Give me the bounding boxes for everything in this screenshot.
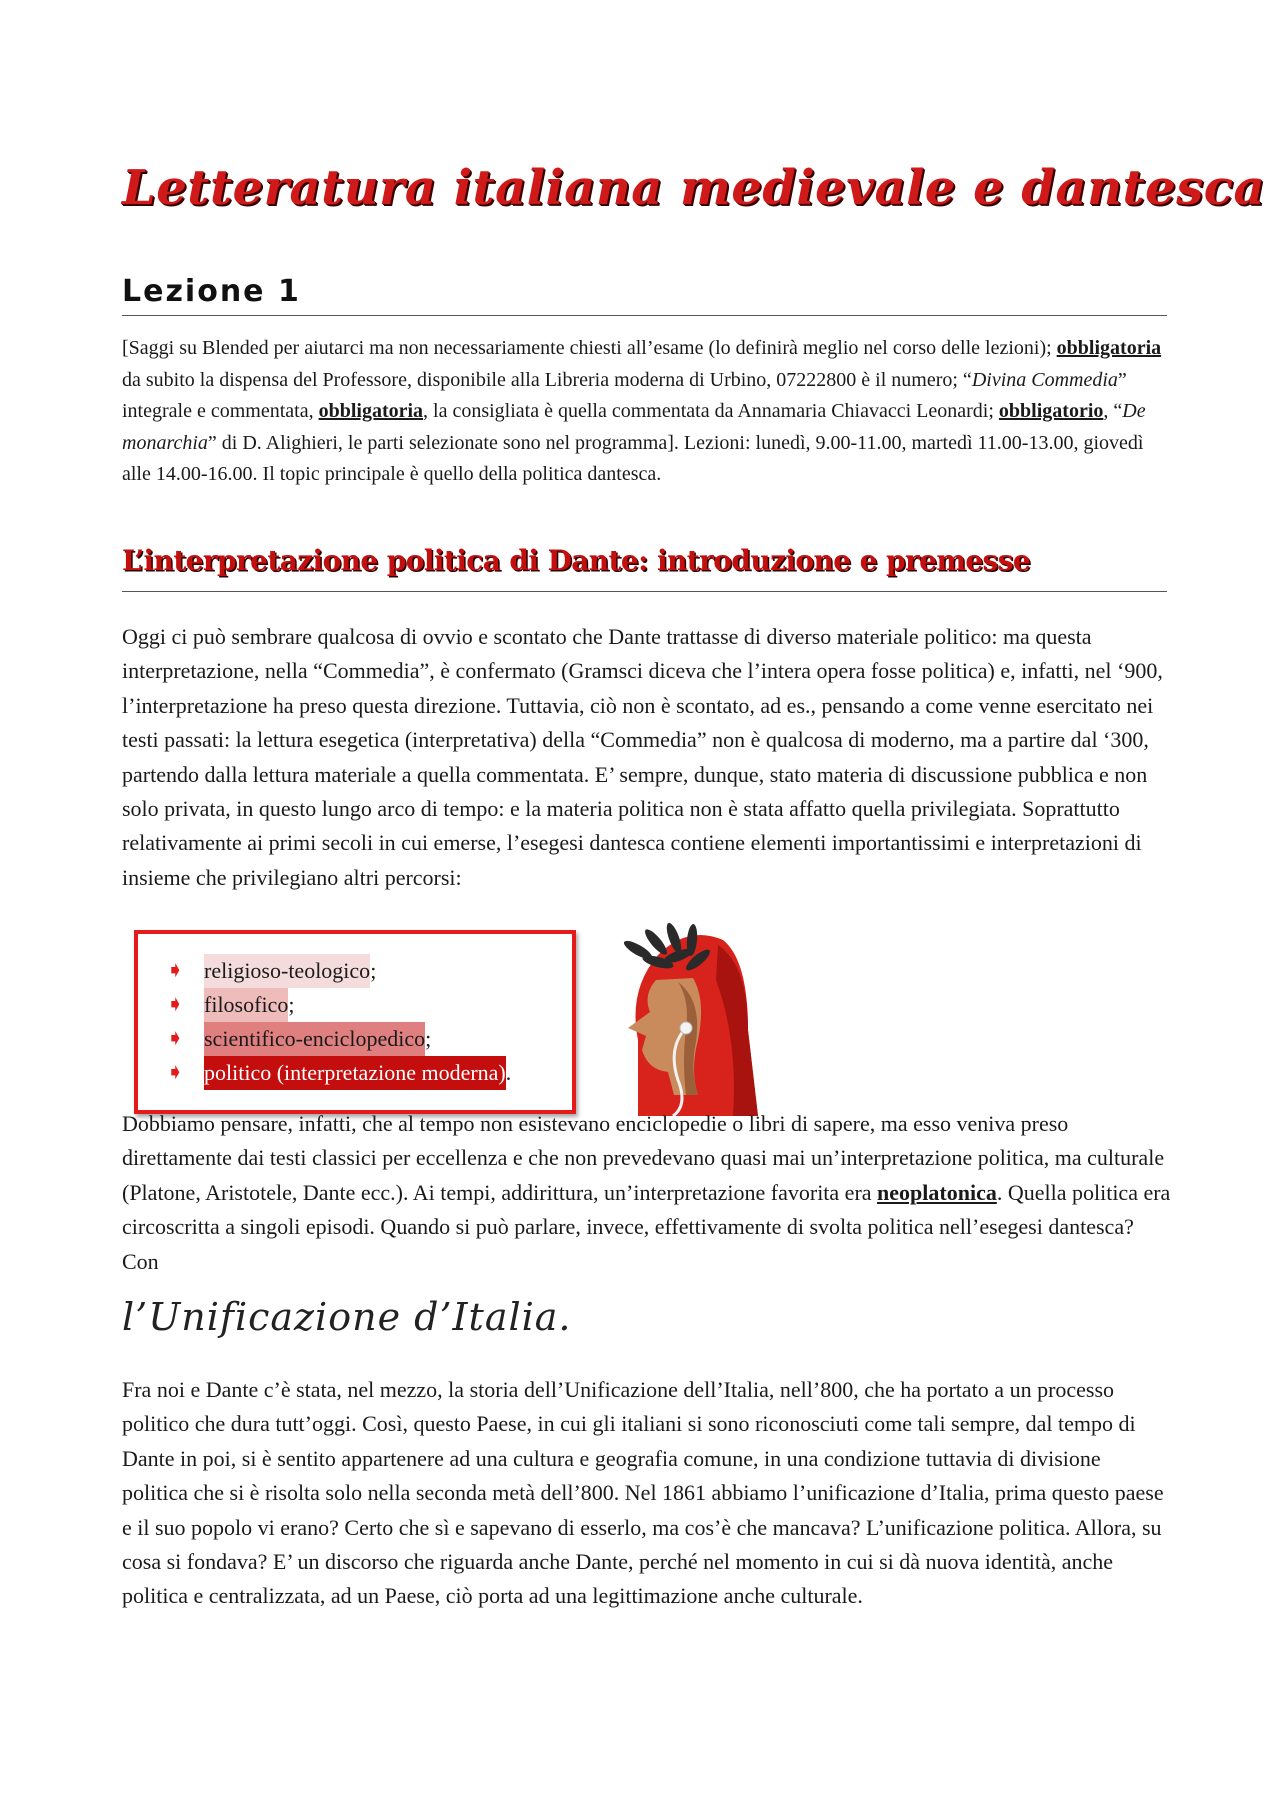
arrow-bullet-icon: ➧ <box>166 1026 185 1051</box>
required-label: obbligatoria <box>1056 337 1162 359</box>
topic-list <box>138 934 572 1090</box>
topic-label: filosofico <box>204 988 288 1022</box>
required-label: obbligatoria <box>318 400 424 422</box>
paragraph-2: Dobbiamo pensare, infatti, che al tempo non esistevano enciclopedie o libri di sapere, ma esso veniva preso direttamente dai testi classici per eccellenza e che non prevedevano quasi mai un’interpretazione politica, ma culturale (Platone, Aristotele, Dante ecc.). Ai tempi, addirittura, un’interpretazione favorita era neoplatonica. Quella politica era circoscritta a singoli episodi. Quando si può parlare, invece, effettivamente di svolta politica nell’esegesi dantesca? Con <box>122 1111 1171 1274</box>
list-item: ➧ scientifico-enciclopedico ; <box>166 1022 572 1056</box>
intro-paragraph: [Saggi su Blended per aiutarci ma non necessariamente chiesti all’esame (lo definirà meglio nel corso delle lezioni); obbligatoria da subito la dispensa del Professore, disponibile alla Libreria moderna di Urbino, 07222800 è il numero; “Divina Commedia” integrale e commentata, obbligatoria, la consigliata è quella commentata da Annamaria Chiavacci Leonardi; obbligatorio, “De monarchia” di D. Alighieri, le parti selezionate sono nel programma]. Lezioni: lunedì, 9.00-11.00, martedì 11.00-13.00, giovedì alle 14.00-16.00. Il topic principale è quello della politica dantesca. <box>122 337 1162 485</box>
handwritten-note: l’Unificazione d’Italia. <box>122 1295 572 1339</box>
paragraph-1: Oggi ci può sembrare qualcosa di ovvio e scontato che Dante trattasse di diverso materiale politico: ma questa interpretazione, nella “Commedia”, è confermato (Gramsci diceva che l’intera opera fosse politica) e, infatti, nel ‘900, l’interpretazione ha preso questa direzione. Tuttavia, ciò non è scontato, ad es., pensando a come venne esercitato nei testi passati: la lettura esegetica (interpretativa) della “Commedia” non è qualcosa di moderno, ma a partire dal ‘300, partendo dalla lettura materiale a quella commentata. E’ sempre, dunque, stato materia di discussione pubblica e non solo privata, in questo lungo arco di tempo: e la materia politica non è stata affatto quella privilegiata. Soprattutto relativamente ai primi secoli in cui emerse, l’esegesi dantesca contiene elementi importantissimi e interpretazioni di insieme che privilegiano altri percorsi: <box>122 624 1163 890</box>
required-label: obbligatorio <box>998 400 1104 422</box>
topic-label: politico (interpretazione moderna) <box>204 1056 506 1090</box>
earphone <box>680 1022 692 1034</box>
section-title: L’interpretazione politica di Dante: introduzione e premesse <box>122 544 1167 592</box>
topic-label: religioso-teologico <box>204 954 370 988</box>
list-item: ➧ politico (interpretazione moderna) . <box>166 1056 572 1090</box>
topics-box <box>134 930 576 1114</box>
list-item: ➧ filosofico ; <box>166 988 572 1022</box>
dante-portrait <box>598 920 758 1116</box>
page-title: Letteratura italiana medievale e dantesca <box>122 160 1266 216</box>
paragraph-3: Fra noi e Dante c’è stata, nel mezzo, la storia dell’Unificazione dell’Italia, nell’800, che ha portato a un processo politico che dura tutt’oggi. Così, questo Paese, in cui gli italiani si sono riconosciuti come tali sempre, dal tempo di Dante in poi, si è sentito appartenere ad una cultura e geografia comune, in una condizione tuttavia di divisione politica che si è risolta solo nella seconda metà dell’800. Nel 1861 abbiamo l’unificazione d’Italia, prima questo paese e il suo popolo vi erano? Certo che sì e sapevano di esserlo, ma cos’è che mancava? L’unificazione politica. Allora, su cosa si fondava? E’ un discorso che riguarda anche Dante, perché nel momento in cui si dà nuova identità, anche politica e centralizzata, ad un Paese, ciò porta ad una legittimazione anche culturale. <box>122 1377 1164 1609</box>
list-item: ➧ religioso-teologico ; <box>166 954 572 988</box>
topic-label: scientifico-enciclopedico <box>204 1022 425 1056</box>
arrow-bullet-icon: ➧ <box>166 1060 185 1085</box>
lesson-heading: Lezione 1 <box>122 274 1167 316</box>
arrow-bullet-icon: ➧ <box>166 958 185 983</box>
neoplatonic-term: neoplatonica <box>877 1179 997 1205</box>
arrow-bullet-icon: ➧ <box>166 992 185 1017</box>
